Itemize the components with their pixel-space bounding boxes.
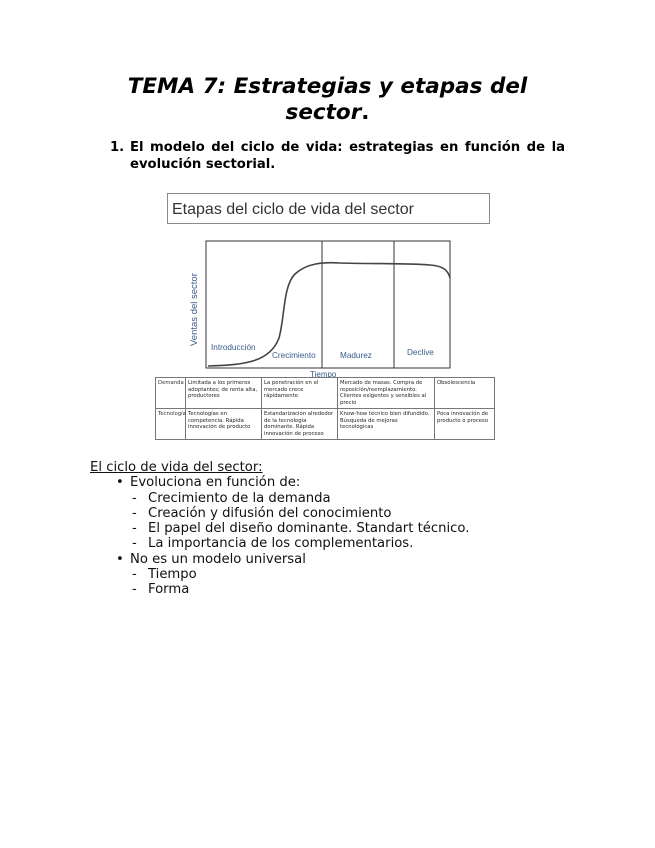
dash-marker: - <box>132 490 137 506</box>
row-label: Demanda <box>156 378 186 409</box>
figure-title: Etapas del ciclo de vida del sector <box>167 193 490 224</box>
body-text <box>90 460 570 598</box>
sub-list-item <box>90 491 570 506</box>
body-heading: El ciclo de vida del sector: <box>90 460 263 475</box>
table-cell: Obsolescencia <box>435 378 495 409</box>
row-label: Tecnología <box>156 409 186 440</box>
sub-list-item <box>90 521 570 536</box>
table-cell: Mercado de masas. Compra de reposición/reemplazamiento. Clientes exigentes y sensibles al precio <box>338 378 435 409</box>
list-item <box>90 552 570 567</box>
table-cell: Poca innovación de producto o proceso <box>435 409 495 440</box>
sub-list-item <box>90 582 570 597</box>
stage-label-madurez: Madurez <box>340 351 372 360</box>
section-number: 1. <box>110 140 125 155</box>
title-dot: . <box>361 100 370 125</box>
table-cell: Limitada a los primeros adoptantes; de renta alta, productores <box>186 378 262 409</box>
sub-list-item-text: Tiempo <box>148 567 197 583</box>
sub-list-item-text: Forma <box>148 582 190 598</box>
stage-label-introduccion: Introducción <box>211 343 256 352</box>
sub-list-item <box>90 506 570 521</box>
bullet-marker: • <box>116 475 124 491</box>
sub-list-item-text: Creación y difusión del conocimiento <box>148 505 392 521</box>
lifecycle-chart <box>155 238 500 378</box>
dash-marker: - <box>132 536 137 552</box>
sub-list-item-text: Crecimiento de la demanda <box>148 490 331 506</box>
bullet-marker: • <box>116 551 124 567</box>
dash-marker: - <box>132 582 137 598</box>
table-cell: Tecnologías en competencia. Rápida innovación de producto <box>186 409 262 440</box>
dash-marker: - <box>132 567 137 583</box>
list-item <box>90 475 570 490</box>
stage-characteristics-table <box>155 377 495 440</box>
list-item-text: Evoluciona en función de: <box>130 475 301 491</box>
dash-marker: - <box>132 505 137 521</box>
table-cell: Estandarización alrededor de la tecnología dominante. Rápida innovación de proceso <box>262 409 338 440</box>
section-text: El modelo del ciclo de vida: estrategias en función de la evolución sectorial. <box>130 140 565 172</box>
stage-label-crecimiento: Crecimiento <box>272 351 316 360</box>
list-item-text: No es un modelo universal <box>130 551 306 567</box>
title-text: TEMA 7: Estrategias y etapas del sector <box>127 74 528 125</box>
section-heading <box>110 139 565 173</box>
sub-list-item-text: La importancia de los complementarios. <box>148 536 414 552</box>
table-row <box>156 409 495 440</box>
x-axis-label: Tiempo <box>310 370 337 378</box>
dash-marker: - <box>132 521 137 537</box>
lifecycle-figure <box>155 193 500 453</box>
y-axis-label: Ventas del sector <box>189 273 200 346</box>
document-title <box>110 74 545 126</box>
table-cell: La penetración en el mercado crece rápidamente <box>262 378 338 409</box>
sub-list-item <box>90 567 570 582</box>
table-row <box>156 378 495 409</box>
sub-list-item-text: El papel del diseño dominante. Standart técnico. <box>148 521 470 537</box>
table-cell: Know-how técnico bien difundido. Búsqueda de mejoras tecnológicas <box>338 409 435 440</box>
stage-label-declive: Declive <box>407 348 434 357</box>
sub-list-item <box>90 536 570 551</box>
